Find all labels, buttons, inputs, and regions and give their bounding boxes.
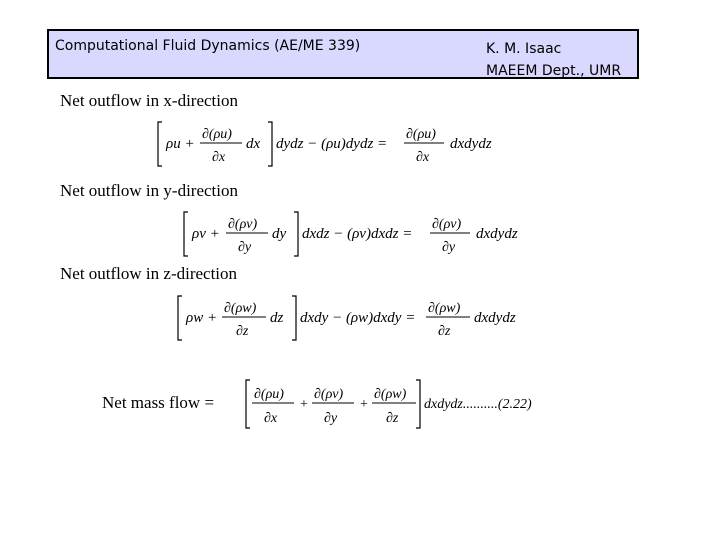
x-direction-label: Net outflow in x-direction bbox=[60, 91, 238, 110]
svg-text:ρu +: ρu + bbox=[166, 136, 195, 152]
svg-text:ρv +: ρv + bbox=[192, 226, 220, 242]
svg-text:dxdydz: dxdydz bbox=[450, 136, 492, 152]
svg-text:+: + bbox=[300, 397, 308, 412]
svg-text:∂(ρu): ∂(ρu) bbox=[254, 387, 284, 402]
svg-text:dy: dy bbox=[272, 226, 287, 242]
svg-text:∂(ρv): ∂(ρv) bbox=[228, 217, 258, 232]
svg-text:dx: dx bbox=[246, 136, 261, 152]
svg-text:∂(ρw): ∂(ρw) bbox=[224, 301, 257, 316]
svg-text:+: + bbox=[360, 397, 368, 412]
svg-text:∂(ρw): ∂(ρw) bbox=[374, 387, 407, 402]
svg-text:∂(ρu): ∂(ρu) bbox=[202, 127, 232, 142]
svg-text:∂(ρw): ∂(ρw) bbox=[428, 301, 461, 316]
svg-text:∂z: ∂z bbox=[386, 411, 399, 426]
equation-reference: dxdydz..........(2.22) bbox=[424, 397, 532, 412]
course-title: Computational Fluid Dynamics (AE/ME 339) bbox=[55, 38, 361, 54]
author-dept: MAEEM Dept., UMR bbox=[486, 63, 622, 79]
svg-text:dydz − (ρu)dydz =: dydz − (ρu)dydz = bbox=[276, 136, 388, 152]
z-outflow-equation bbox=[170, 292, 530, 344]
svg-text:dxdydz: dxdydz bbox=[474, 310, 516, 326]
svg-text:∂y: ∂y bbox=[324, 411, 338, 426]
net-mass-flow-label: Net mass flow = bbox=[102, 393, 215, 412]
svg-text:∂x: ∂x bbox=[212, 150, 226, 165]
svg-text:∂x: ∂x bbox=[416, 150, 430, 165]
svg-text:∂x: ∂x bbox=[264, 411, 278, 426]
svg-text:dxdydz: dxdydz bbox=[476, 226, 518, 242]
y-direction-label: Net outflow in y-direction bbox=[60, 181, 238, 200]
svg-text:ρw +: ρw + bbox=[186, 310, 218, 326]
slide-header bbox=[47, 29, 639, 79]
x-outflow-equation bbox=[150, 118, 510, 170]
svg-text:dxdy − (ρw)dxdy =: dxdy − (ρw)dxdy = bbox=[300, 310, 416, 326]
net-mass-flow-equation bbox=[238, 376, 568, 432]
svg-text:∂z: ∂z bbox=[438, 324, 451, 339]
svg-text:dz: dz bbox=[270, 310, 284, 326]
svg-text:dxdz − (ρv)dxdz =: dxdz − (ρv)dxdz = bbox=[302, 226, 413, 242]
svg-text:∂y: ∂y bbox=[238, 240, 252, 255]
y-outflow-equation bbox=[176, 208, 536, 260]
svg-text:∂(ρv): ∂(ρv) bbox=[432, 217, 462, 232]
svg-text:∂z: ∂z bbox=[236, 324, 249, 339]
author-name: K. M. Isaac bbox=[486, 41, 562, 57]
svg-text:∂y: ∂y bbox=[442, 240, 456, 255]
z-direction-label: Net outflow in z-direction bbox=[60, 264, 238, 283]
author-info bbox=[486, 38, 621, 82]
svg-text:∂(ρv): ∂(ρv) bbox=[314, 387, 344, 402]
svg-text:∂(ρu): ∂(ρu) bbox=[406, 127, 436, 142]
